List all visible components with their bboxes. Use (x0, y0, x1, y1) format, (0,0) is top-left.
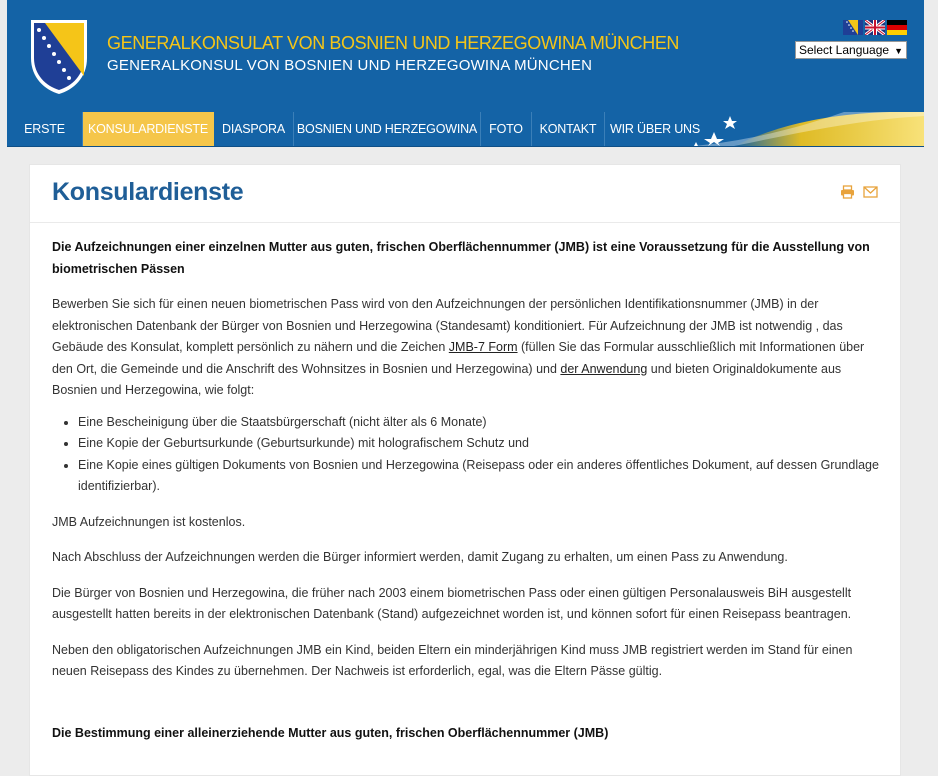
consulate-subtitle[interactable]: GENERALKONSUL VON BOSNIEN UND HERZEGOWINA MÜNCHEN (107, 57, 593, 74)
print-icon[interactable] (840, 185, 855, 199)
list-item: • Eine Kopie eines gültigen Dokuments von Bosnien und Herzegowina (Reisepass oder ein anderes öffentliches Dokument, auf dessen Grundlage identifizierbar). (78, 455, 888, 498)
paragraph-text: Bewerben Sie sich für einen neuen biometrischen Pass wird von den Aufzeichnungen der persönlichen Identifikationsnummer (JMB) in der elektronischen Datenbank der Bürger von Bosnien und Herzegowina (Standesamt) konditioniert. Für Aufzeichnung der JMB ist notwendig , das Gebäude des Konsulat, komplett persönlich zu nähern und die Zeichen (52, 297, 843, 354)
article-body (52, 237, 888, 758)
main-navigation (7, 112, 924, 147)
page-title: Konsulardienste (52, 178, 244, 206)
article-subheading: Die Bestimmung einer alleinerziehende Mutter aus guten, frischen Oberflächennummer (JMB) (52, 725, 609, 740)
bih-coat-of-arms-icon[interactable] (29, 18, 89, 96)
consulate-title[interactable]: GENERALKONSULAT VON BOSNIEN UND HERZEGOWINA MÜNCHEN (107, 33, 680, 53)
nav-item-bosnien-und-herzegowina[interactable]: BOSNIEN UND HERZEGOWINA (294, 112, 481, 146)
page-tools (840, 185, 878, 199)
documents-list (78, 412, 888, 498)
jmb-7-form-link[interactable]: JMB-7 Form (448, 340, 518, 354)
article-paragraph-5: Neben den obligatorischen Aufzeichnungen JMB ein Kind, beiden Eltern ein minderjährigen Kind muss JMB registriert werden im Stand für einen neuen Reisepass des Kindes zu übernehmen. Der Nachweis ist erforderlich, egal, was die Eltern Pässe gültig. (52, 642, 853, 678)
bosnia-flag-icon[interactable] (843, 20, 863, 35)
application-link[interactable]: der Anwendung (560, 361, 648, 376)
title-divider (30, 222, 900, 223)
language-flags (843, 20, 907, 35)
paragraph-text: und bieten Originaldokumente aus Bosnien und Herzegowina, wie folgt: (52, 361, 842, 397)
site-header (7, 0, 924, 112)
nav-item-wir-ueber-uns[interactable]: WIR ÜBER UNS (610, 122, 700, 136)
article-paragraph-3: Nach Abschluss der Aufzeichnungen werden die Bürger informiert werden, damit Zugang zu erhalten, um einen Pass zu Anwendung. (52, 550, 788, 564)
flag-decoration-graphic (694, 112, 924, 146)
uk-flag-icon[interactable] (865, 20, 885, 35)
nav-item-foto[interactable]: FOTO (481, 112, 532, 146)
article-paragraph-2: JMB Aufzeichnungen ist kostenlos. (52, 514, 246, 529)
nav-item-konsulardienste[interactable]: KONSULARDIENSTE (83, 112, 214, 146)
chevron-down-icon: ▼ (894, 46, 903, 56)
language-select[interactable] (795, 41, 907, 59)
article-lead: Die Aufzeichnungen einer einzelnen Mutter aus guten, frischen Oberflächennummer (JMB) ist eine Voraussetzung für die Ausstellung von biometrischen Pässen (52, 240, 870, 276)
paragraph-text: (füllen Sie das Formular ausschließlich mit Informationen über den Ort, die Gemeinde und die Anschrift des Wohnsitzes in Bosnien und Herzegowina) und (52, 340, 865, 376)
list-item: • Eine Bescheinigung über die Staatsbürgerschaft (nicht älter als 6 Monate) (78, 412, 888, 434)
nav-item-erste[interactable]: ERSTE (7, 112, 83, 146)
nav-item-kontakt[interactable]: KONTAKT (532, 112, 605, 146)
list-item: • Eine Kopie der Geburtsurkunde (Geburtsurkunde) mit holografischem Schutz und (78, 433, 888, 455)
article-paragraph-1 (52, 294, 888, 402)
content-card (29, 164, 901, 776)
site-wrapper (7, 0, 924, 776)
language-select-label: Select Language (799, 43, 890, 57)
germany-flag-icon[interactable] (887, 20, 907, 35)
email-icon[interactable] (863, 185, 878, 199)
nav-item-diaspora[interactable]: DIASPORA (214, 112, 294, 146)
article-paragraph-4: Die Bürger von Bosnien und Herzegowina, die früher nach 2003 einem biometrischen Pass oder einen gültigen Personalausweis BiH ausgestellt ausgestellt hatten bereits in der elektronischen Datenbank (Stand) aufgezeichnet worden ist, und können sofort für einen Reisepass beantragen. (52, 585, 852, 621)
